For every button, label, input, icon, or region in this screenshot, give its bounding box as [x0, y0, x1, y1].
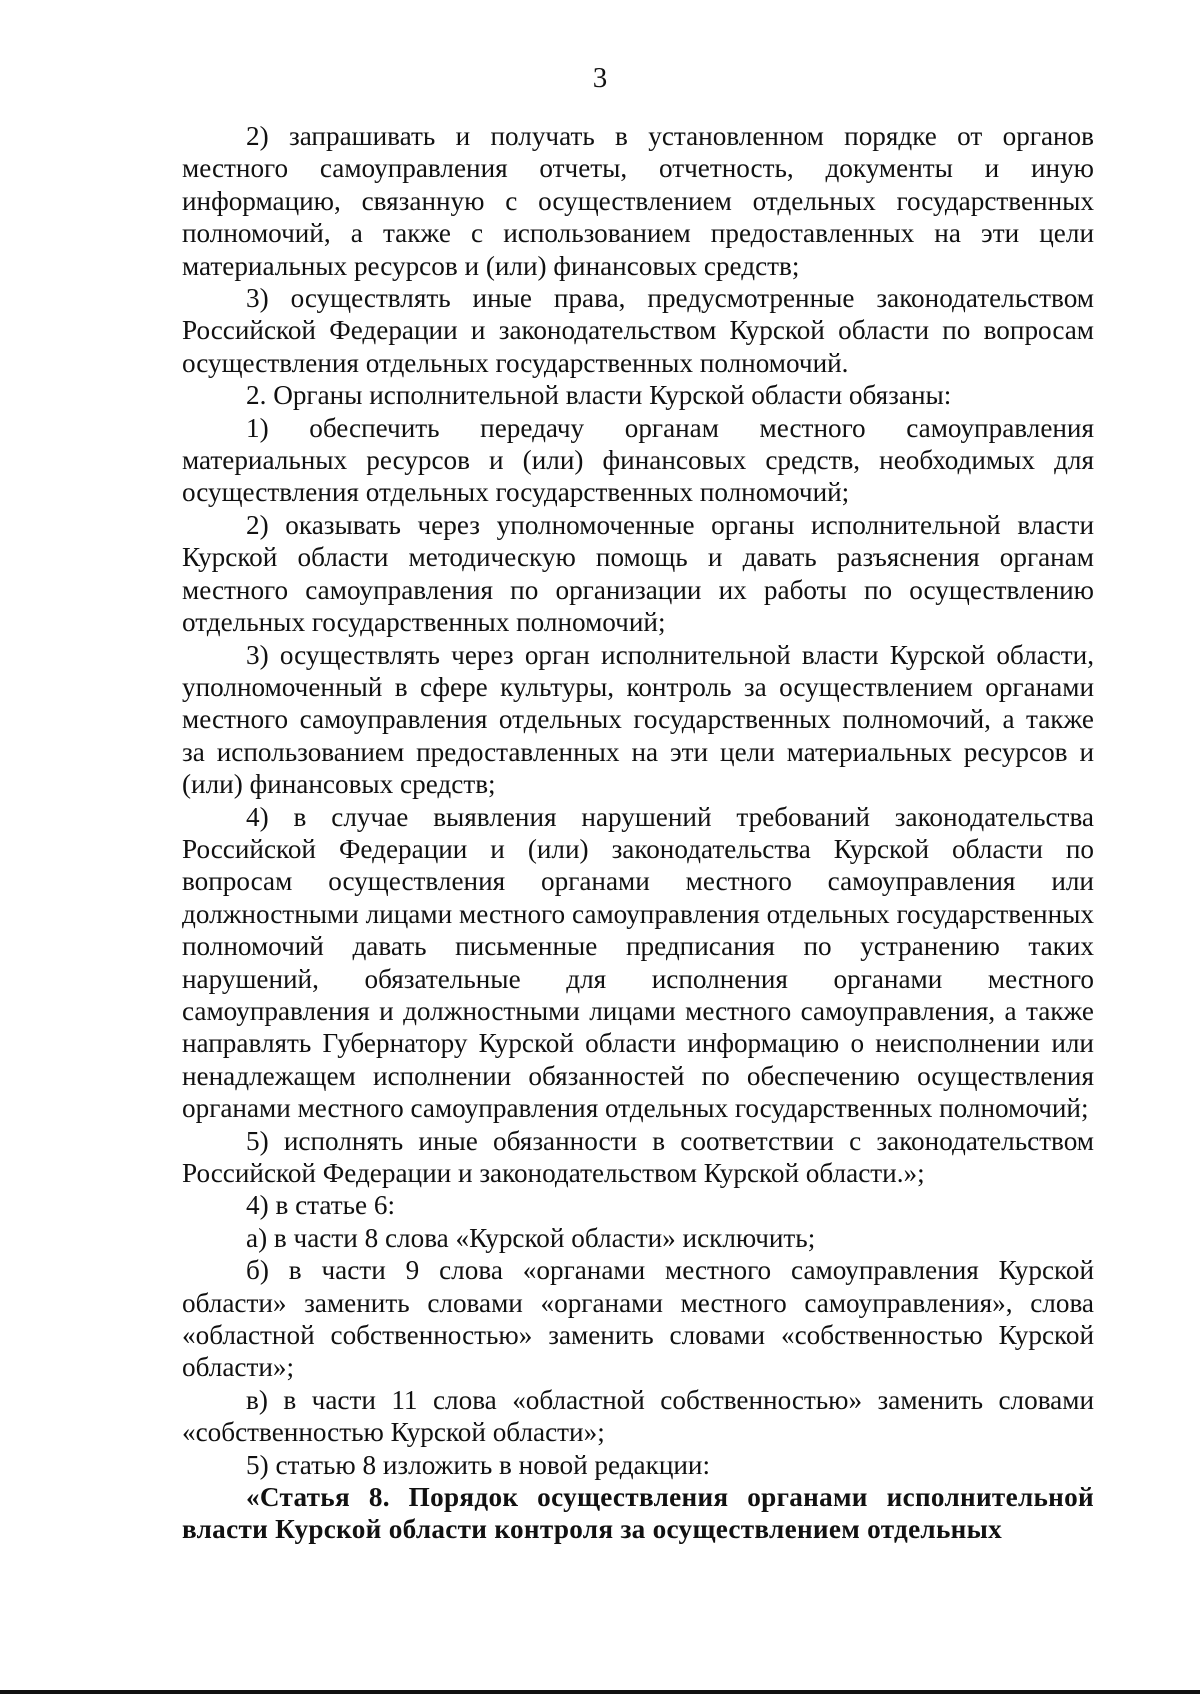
paragraph: в) в части 11 слова «областной собственностью» заменить словами «собственностью Курской области»; — [182, 1384, 1094, 1448]
paragraph: 5) статью 8 изложить в новой редакции: — [246, 1449, 711, 1480]
article-heading: «Статья 8. Порядок осуществления органами исполнительной власти Курской области контроля за осуществлением отдельных — [182, 1482, 1094, 1545]
paragraph: 3) осуществлять иные права, предусмотренные законодательством Российской Федерации и законодательством Курской области по вопросам осуществления отдельных государственных полномочий. — [182, 283, 1094, 378]
paragraph: 5) исполнять иные обязанности в соответствии с законодательством Российской Федерации и законодательством Курской области.»; — [182, 1125, 1094, 1188]
paragraph: 2) запрашивать и получать в установленном порядке от органов местного самоуправления отчеты, отчетность, документы и иную информацию, связанную с осуществлением отдельных государственных полномочий, а также с использованием предоставленных на эти цели материальных ресурсов и (или) финансовых средств; — [182, 121, 1094, 281]
paragraph: 3) осуществлять через орган исполнительной власти Курской области, уполномоченный в сфере культуры, контроль за осуществлением органами местного самоуправления отдельных государственных полномочий, а также за использованием предоставленных на эти цели материальных ресурсов и (или) финансовых средств; — [182, 639, 1094, 800]
paragraph: 2. Органы исполнительной власти Курской области обязаны: — [246, 380, 952, 411]
paragraph: 4) в случае выявления нарушений требований законодательства Российской Федерации и (или) законодательства Курской области по вопросам осуществления органами местного самоуправления или должностными лицами местного самоуправления отдельных государственных полномочий давать письменные предписания по устранению таких нарушений, обязательные для исполнения органами местного самоуправления и должностными лицами местного самоуправления, а также направлять Губернатору Курской области информацию о неисполнении или ненадлежащем исполнении обязанностей по обеспечению осуществления органами местного самоуправления отдельных государственных полномочий; — [182, 801, 1094, 1124]
paragraph: б) в части 9 слова «органами местного самоуправления Курской области» заменить словами «органами местного самоуправления», слова «областной собственностью» заменить словами «собственностью Курской области»; — [182, 1255, 1094, 1383]
paragraph: 1) обеспечить передачу органам местного самоуправления материальных ресурсов и (или) финансовых средств, необходимых для осуществления отдельных государственных полномочий; — [182, 412, 1094, 508]
paragraph: 2) оказывать через уполномоченные органы исполнительной власти Курской области методическую помощь и давать разъяснения органам местного самоуправления по организации их работы по осуществлению отдельных государственных полномочий; — [182, 509, 1094, 638]
paragraph: 4) в статье 6: — [246, 1190, 396, 1221]
bottom-edge-line — [0, 1690, 1200, 1694]
paragraph: а) в части 8 слова «Курской области» исключить; — [246, 1222, 816, 1253]
document-body — [182, 120, 1094, 1546]
page-number: 3 — [592, 62, 608, 94]
